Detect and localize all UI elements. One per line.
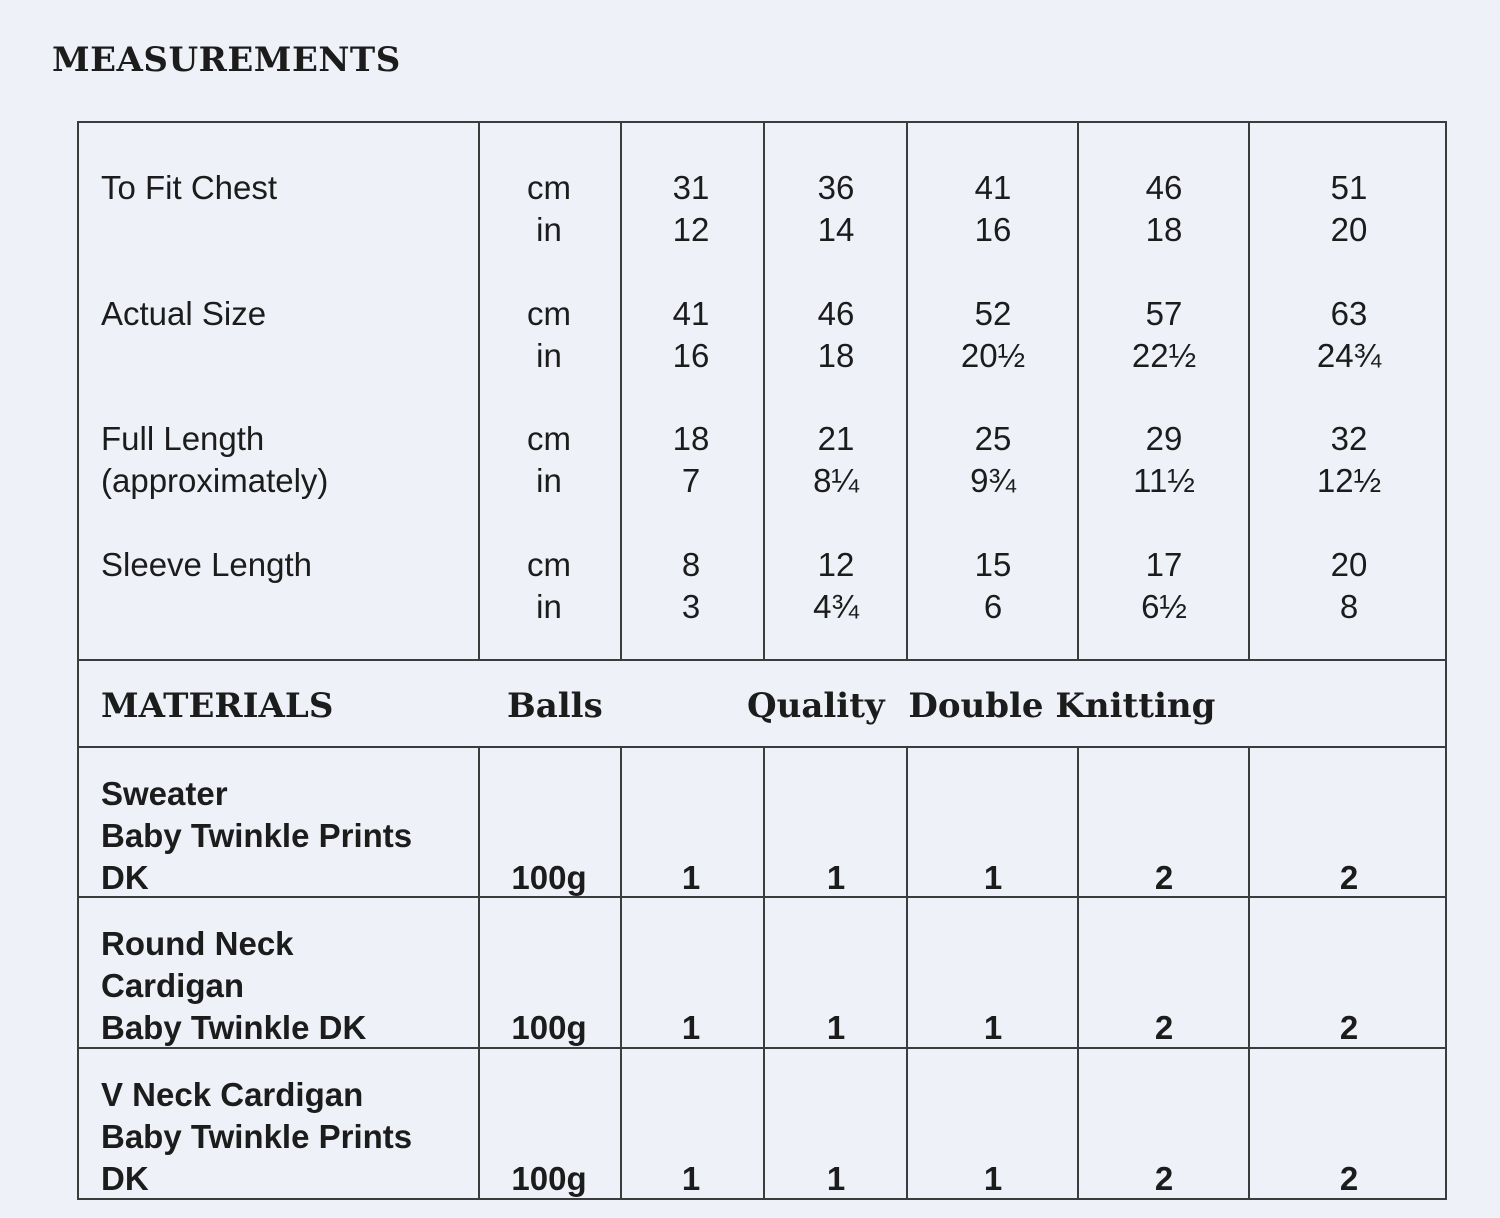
ball-count: 2 bbox=[1339, 1009, 1359, 1046]
column-divider bbox=[906, 748, 908, 1198]
measurement-value: 21 bbox=[817, 420, 855, 457]
measurement-value: 16 bbox=[672, 337, 710, 374]
measurement-value: 11½ bbox=[1133, 462, 1195, 499]
column-divider bbox=[620, 748, 622, 1198]
material-label: Round Neck bbox=[101, 925, 294, 962]
column-divider bbox=[1248, 123, 1250, 661]
material-weight: 100g bbox=[511, 1009, 587, 1046]
measurement-value: 31 bbox=[672, 169, 710, 206]
column-divider bbox=[1077, 123, 1079, 661]
measurement-value: 14 bbox=[817, 211, 855, 248]
ball-count: 2 bbox=[1154, 859, 1174, 896]
material-label: Baby Twinkle Prints bbox=[101, 1118, 413, 1155]
measurement-label: Full Length bbox=[101, 420, 265, 457]
measurements-table bbox=[77, 121, 1447, 1200]
column-divider bbox=[1077, 748, 1079, 1198]
measurement-value: 51 bbox=[1330, 169, 1368, 206]
material-label: Baby Twinkle DK bbox=[101, 1009, 367, 1046]
measurement-value: 20½ bbox=[960, 337, 1026, 374]
measurement-value: 12½ bbox=[1316, 462, 1382, 499]
measurement-label: To Fit Chest bbox=[101, 169, 278, 206]
unit-label: in bbox=[536, 462, 562, 499]
row-divider bbox=[79, 896, 1445, 898]
column-divider bbox=[763, 123, 765, 661]
measurement-value: 6 bbox=[983, 588, 1003, 625]
measurement-value: 57 bbox=[1145, 295, 1183, 332]
measurement-value: 25 bbox=[974, 420, 1012, 457]
ball-count: 1 bbox=[681, 1009, 701, 1046]
quality-heading: Quality Double Knitting bbox=[747, 686, 1216, 726]
ball-count: 2 bbox=[1339, 1160, 1359, 1197]
ball-count: 1 bbox=[983, 1160, 1003, 1197]
measurement-value: 15 bbox=[974, 546, 1012, 583]
measurement-value: 63 bbox=[1330, 295, 1368, 332]
ball-count: 1 bbox=[983, 1009, 1003, 1046]
ball-count: 1 bbox=[983, 859, 1003, 896]
measurement-value: 24¾ bbox=[1316, 337, 1382, 374]
measurement-value: 8¼ bbox=[813, 462, 859, 499]
measurement-value: 18 bbox=[1145, 211, 1183, 248]
unit-label: cm bbox=[527, 169, 571, 206]
material-label: Sweater bbox=[101, 775, 228, 812]
measurement-label: Sleeve Length bbox=[101, 546, 313, 583]
measurement-value: 20 bbox=[1330, 546, 1368, 583]
column-divider bbox=[906, 123, 908, 661]
material-label: DK bbox=[101, 859, 149, 896]
ball-count: 2 bbox=[1339, 859, 1359, 896]
material-weight: 100g bbox=[511, 859, 587, 896]
measurement-value: 16 bbox=[974, 211, 1012, 248]
measurement-value: 46 bbox=[817, 295, 855, 332]
measurement-label: Actual Size bbox=[101, 295, 267, 332]
unit-label: cm bbox=[527, 420, 571, 457]
materials-heading: MATERIALS bbox=[101, 686, 334, 726]
material-label: DK bbox=[101, 1160, 149, 1197]
measurement-value: 41 bbox=[672, 295, 710, 332]
unit-label: in bbox=[536, 337, 562, 374]
unit-label: in bbox=[536, 211, 562, 248]
column-divider bbox=[1248, 748, 1250, 1198]
material-label: Cardigan bbox=[101, 967, 245, 1004]
measurement-value: 9¾ bbox=[970, 462, 1016, 499]
measurement-value: 6½ bbox=[1141, 588, 1187, 625]
measurement-value: 12 bbox=[817, 546, 855, 583]
column-divider bbox=[763, 748, 765, 1198]
measurement-value: 12 bbox=[672, 211, 710, 248]
unit-label: cm bbox=[527, 295, 571, 332]
unit-label: in bbox=[536, 588, 562, 625]
row-divider bbox=[79, 659, 1445, 661]
material-label: Baby Twinkle Prints bbox=[101, 817, 413, 854]
measurement-value: 18 bbox=[672, 420, 710, 457]
measurement-value: 8 bbox=[681, 546, 701, 583]
ball-count: 2 bbox=[1154, 1160, 1174, 1197]
ball-count: 1 bbox=[826, 1160, 846, 1197]
column-divider bbox=[478, 748, 480, 1198]
material-label: V Neck Cardigan bbox=[101, 1076, 364, 1113]
measurement-value: 7 bbox=[681, 462, 701, 499]
ball-count: 1 bbox=[681, 859, 701, 896]
measurement-value: 29 bbox=[1145, 420, 1183, 457]
measurement-value: 36 bbox=[817, 169, 855, 206]
measurement-value: 41 bbox=[974, 169, 1012, 206]
measurement-value: 20 bbox=[1330, 211, 1368, 248]
material-weight: 100g bbox=[511, 1160, 587, 1197]
balls-heading: Balls bbox=[507, 686, 603, 726]
column-divider bbox=[478, 123, 480, 661]
measurement-value: 22½ bbox=[1131, 337, 1197, 374]
ball-count: 2 bbox=[1154, 1009, 1174, 1046]
measurement-value: 3 bbox=[681, 588, 701, 625]
ball-count: 1 bbox=[826, 859, 846, 896]
page-title: MEASUREMENTS bbox=[52, 40, 401, 80]
ball-count: 1 bbox=[826, 1009, 846, 1046]
measurement-value: 46 bbox=[1145, 169, 1183, 206]
measurement-value: 32 bbox=[1330, 420, 1368, 457]
measurement-value: 18 bbox=[817, 337, 855, 374]
measurement-label: (approximately) bbox=[101, 462, 329, 499]
unit-label: cm bbox=[527, 546, 571, 583]
row-divider bbox=[79, 746, 1445, 748]
measurement-value: 4¾ bbox=[813, 588, 859, 625]
ball-count: 1 bbox=[681, 1160, 701, 1197]
measurement-value: 17 bbox=[1145, 546, 1183, 583]
measurement-value: 8 bbox=[1339, 588, 1359, 625]
measurement-value: 52 bbox=[974, 295, 1012, 332]
